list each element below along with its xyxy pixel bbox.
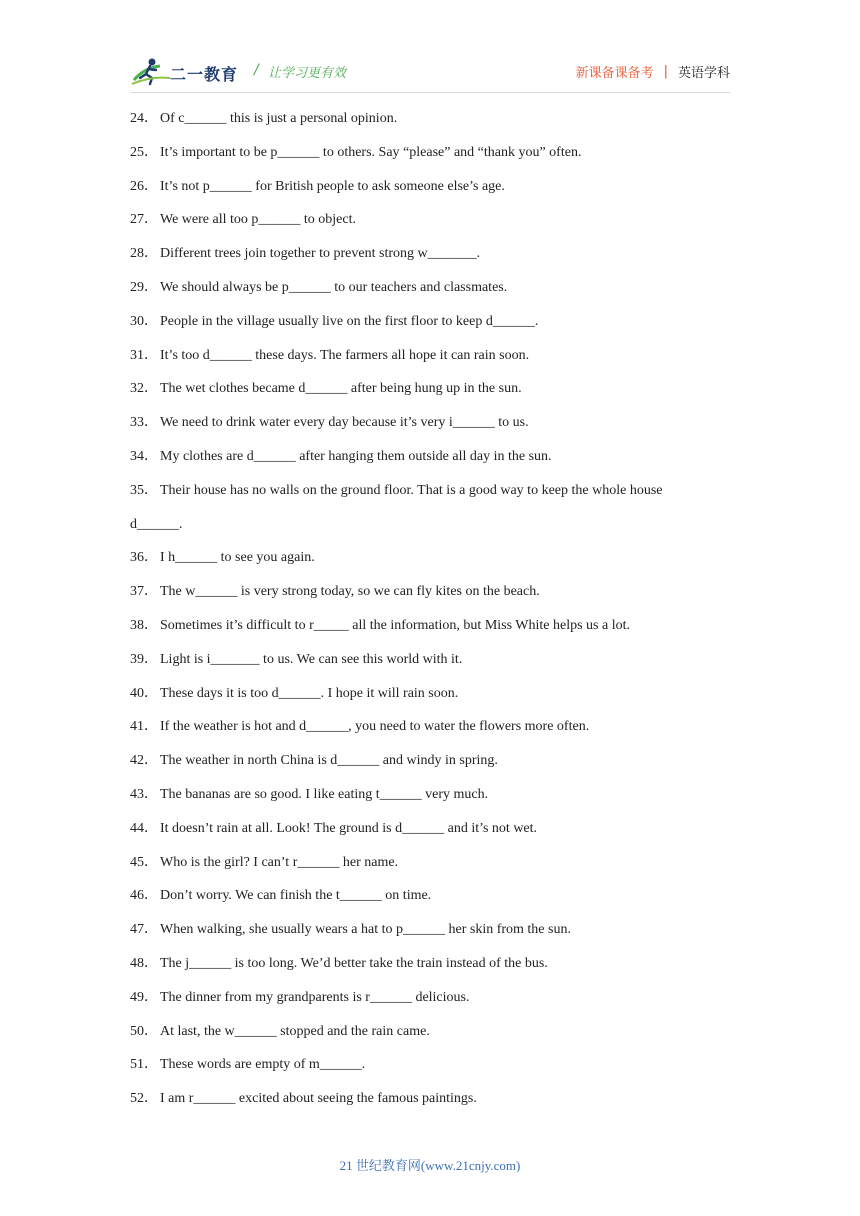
question-item [130, 583, 730, 601]
slogan: 让学习更有效 [268, 66, 347, 81]
question-number: 32． [130, 381, 158, 397]
question-number: 31． [130, 347, 158, 363]
question-item [130, 380, 730, 398]
question-number: 51． [130, 1057, 158, 1073]
question-number: 34． [130, 448, 158, 464]
question-item [130, 718, 730, 736]
question-text: Different trees join together to prevent strong w_______. [160, 246, 481, 262]
question-item [130, 752, 730, 770]
page-footer: 21 世纪教育网(www.21cnjy.com) [339, 1158, 521, 1173]
question-text: Sometimes it’s difficult to r_____ all the information, but Miss White helps us a lot. [160, 617, 630, 633]
question-text: Don’t worry. We can finish the t______ on time. [160, 888, 432, 904]
header-divider: | [663, 64, 668, 79]
question-number: 40． [130, 685, 158, 701]
question-number: 41． [130, 719, 158, 735]
question-item [130, 347, 730, 365]
logo [130, 56, 250, 88]
page-header [130, 56, 730, 90]
question-item [130, 989, 730, 1007]
question-item [130, 955, 730, 973]
question-item [130, 549, 730, 567]
question-item [130, 820, 730, 838]
question-number: 44． [130, 820, 158, 836]
question-item [130, 482, 730, 534]
runner-logo-icon [130, 56, 174, 88]
header-divider-line [130, 92, 730, 93]
question-text: We should always be p______ to our teachers and classmates. [160, 279, 508, 295]
question-item [130, 245, 730, 263]
question-text: People in the village usually live on the first floor to keep d______. [160, 313, 539, 329]
question-text: The dinner from my grandparents is r______ delicious. [160, 989, 470, 1005]
question-text: If the weather is hot and d______, you need to water the flowers more often. [160, 719, 590, 735]
question-text: Who is the girl? I can’t r______ her name. [160, 854, 399, 870]
question-number: 46． [130, 888, 158, 904]
question-number: 24． [130, 111, 158, 126]
question-text: It’s important to be p______ to others. Say “please” and “thank you” often. [160, 144, 582, 160]
question-item [130, 414, 730, 432]
question-text: It’s too d______ these days. The farmers all hope it can rain soon. [160, 347, 530, 363]
question-number: 49． [130, 989, 158, 1005]
question-number: 37． [130, 584, 158, 600]
question-item [130, 211, 730, 229]
question-item [130, 685, 730, 703]
question-number: 45． [130, 854, 158, 870]
question-number: 36． [130, 550, 158, 566]
slogan-separator: / [254, 62, 259, 78]
question-text: I am r______ excited about seeing the famous paintings. [160, 1091, 477, 1107]
question-item [130, 1023, 730, 1041]
header-right [576, 62, 730, 81]
question-text: At last, the w______ stopped and the rain came. [160, 1023, 430, 1039]
question-item [130, 921, 730, 939]
question-text: These words are empty of m______. [160, 1057, 366, 1073]
question-text: Light is i_______ to us. We can see this world with it. [160, 651, 463, 667]
question-number: 29． [130, 279, 158, 295]
question-number: 26． [130, 178, 158, 194]
question-number: 48． [130, 955, 158, 971]
question-item [130, 854, 730, 872]
question-text: When walking, she usually wears a hat to p______ her skin from the sun. [160, 922, 571, 938]
question-number: 27． [130, 212, 158, 228]
logo-text: 二一教育 [170, 65, 239, 84]
question-number: 39． [130, 651, 158, 667]
question-number: 30． [130, 313, 158, 329]
question-item [130, 651, 730, 669]
question-number: 28． [130, 246, 158, 262]
question-item [130, 110, 730, 128]
course-label: 新课备课备考 [575, 66, 654, 81]
question-number: 33． [130, 415, 158, 431]
question-item [130, 144, 730, 162]
question-text: It doesn’t rain at all. Look! The ground is d______ and it’s not wet. [160, 820, 538, 836]
question-number: 50． [130, 1023, 158, 1039]
question-text-continued: d______. [130, 516, 183, 532]
question-text: The w______ is very strong today, so we can fly kites on the beach. [160, 584, 540, 600]
question-text: My clothes are d______ after hanging them outside all day in the sun. [160, 448, 552, 464]
question-text: These days it is too d______. I hope it will rain soon. [160, 685, 459, 701]
question-list [130, 110, 730, 1124]
question-number: 42． [130, 753, 158, 769]
question-text: The weather in north China is d______ and windy in spring. [160, 753, 498, 769]
question-number: 35． [130, 482, 158, 498]
question-text: The wet clothes became d______ after being hung up in the sun. [160, 381, 522, 397]
question-item [130, 1056, 730, 1074]
question-item [130, 617, 730, 635]
question-item [130, 786, 730, 804]
subject-label: 英语学科 [677, 66, 730, 81]
question-number: 43． [130, 786, 158, 802]
question-text: The j______ is too long. We’d better take the train instead of the bus. [160, 955, 548, 971]
question-item [130, 887, 730, 905]
question-number: 38． [130, 617, 158, 633]
question-text: It’s not p______ for British people to ask someone else’s age. [160, 178, 505, 194]
question-text: Their house has no walls on the ground floor. That is a good way to keep the whole house [160, 482, 663, 498]
question-text: Of c______ this is just a personal opinion. [160, 111, 398, 126]
question-item [130, 178, 730, 196]
question-text: We need to drink water every day because it’s very i______ to us. [160, 415, 529, 431]
question-item [130, 279, 730, 297]
question-number: 47． [130, 922, 158, 938]
question-text: I h______ to see you again. [160, 550, 315, 566]
question-text: The bananas are so good. I like eating t______ very much. [160, 786, 489, 802]
question-item [130, 1090, 730, 1108]
question-item [130, 313, 730, 331]
question-number: 25． [130, 144, 158, 160]
question-item [130, 448, 730, 466]
question-text: We were all too p______ to object. [160, 212, 356, 228]
question-number: 52． [130, 1091, 158, 1107]
